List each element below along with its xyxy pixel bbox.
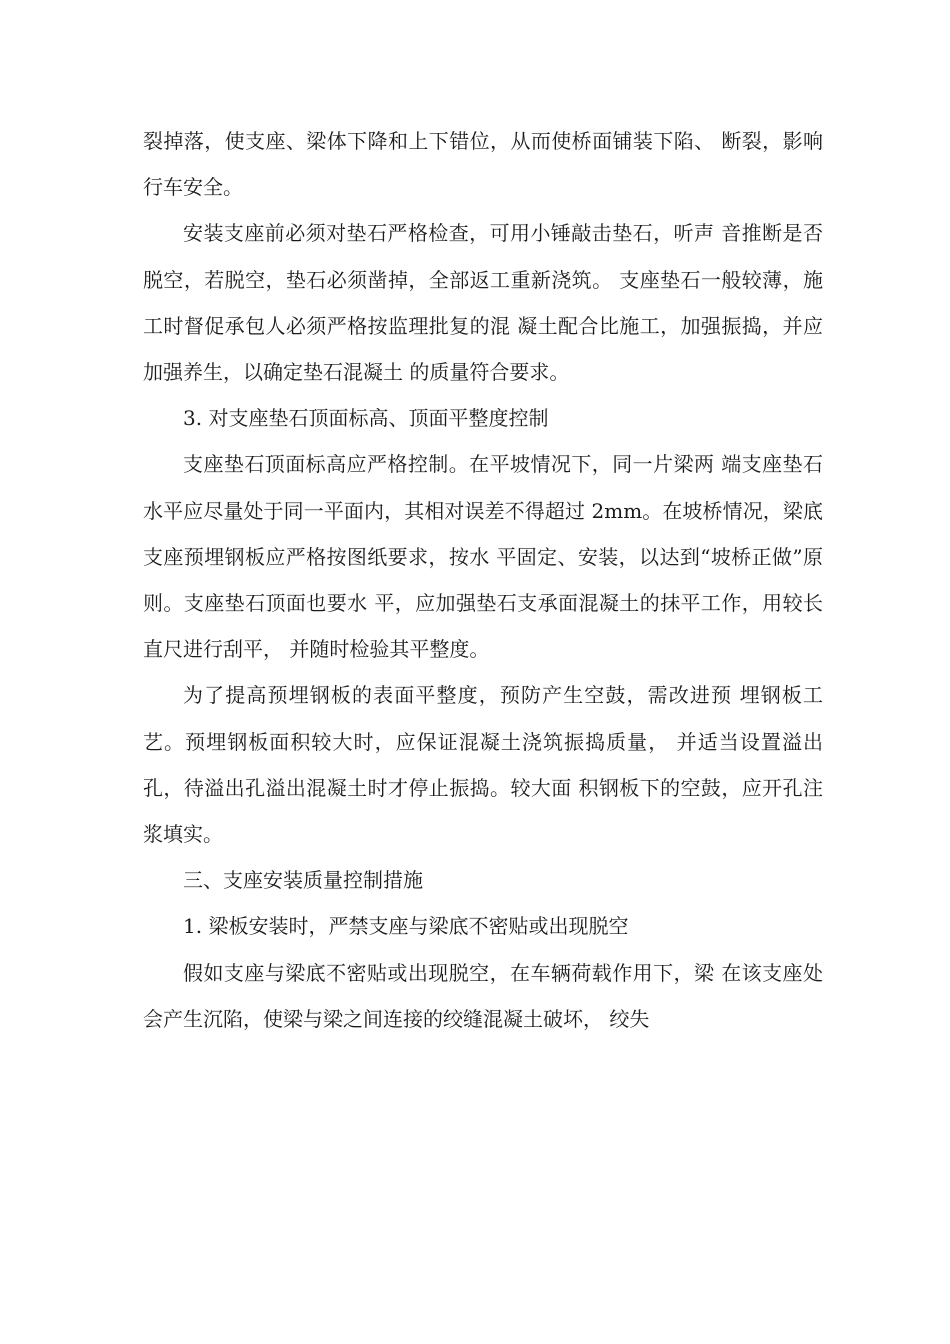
- paragraph-continuation: 裂掉落，使支座、梁体下降和上下错位，从而使桥面铺装下陷、 断裂，影响行车安全。: [143, 129, 823, 200]
- section-heading-three: 三、支座安装质量控制措施: [183, 868, 423, 893]
- paragraph-beam-contact: 假如支座与梁底不密贴或出现脱空，在车辆荷载作用下，梁 在该支座处会产生沉陷，使梁与梁之间连接的绞缝混凝土破坏， 绞失: [143, 960, 823, 1031]
- paragraph-elevation-control: 支座垫石顶面标高应严格控制。在平坡情况下，同一片梁两 端支座垫石水平应尽量处于同一平面内，其相对误差不得超过 2mm。在坡桥情况，梁底支座预埋钢板应严格按图纸要求，按水 平固定、安装，以达到“坡桥正做”原则。支座垫石顶面也要水 平，应加强垫石支承面混凝土的抹平工作，用较长直尺进行刮平， 并随时检验其平整度。: [143, 452, 823, 662]
- section-heading-3: 3. 对支座垫石顶面标高、顶面平整度控制: [183, 406, 549, 431]
- paragraph-embedded-plate: 为了提高预埋钢板的表面平整度，预防产生空鼓，需改进预 埋钢板工艺。预埋钢板面积较大时，应保证混凝土浇筑振捣质量， 并适当设置溢出孔，待溢出孔溢出混凝土时才停止振捣。较大面 积钢板下的空鼓，应开孔注浆填实。: [143, 683, 823, 847]
- body-text: [143, 118, 823, 1042]
- paragraph-bearing-pad-inspection: 安装支座前必须对垫石严格检查，可用小锤敲击垫石，听声 音推断是否脱空，若脱空，垫石必须凿掉，全部返工重新浇筑。 支座垫石一般较薄，施工时督促承包人必须严格按监理批复的混 凝土配合比施工，加强振捣，并应加强养生，以确定垫石混凝土 的质量符合要求。: [143, 221, 823, 385]
- section-heading-1: 1. 梁板安装时，严禁支座与梁底不密贴或出现脱空: [183, 914, 629, 939]
